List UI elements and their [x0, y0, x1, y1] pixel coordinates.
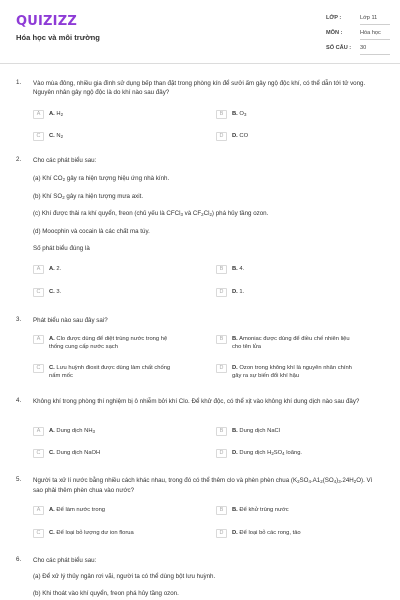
- grade-value: Lớp 11: [360, 15, 378, 21]
- question-number: 2.: [16, 156, 22, 163]
- question-number: 3.: [16, 316, 22, 323]
- option-label: C. Lưu huỳnh đioxit được dùng làm chất chống nấm mốc: [49, 365, 171, 379]
- option-letter: D: [216, 132, 227, 141]
- option-letter: B: [216, 427, 227, 436]
- option-letter: A: [33, 265, 44, 274]
- option-label: C. 3.: [49, 289, 62, 295]
- option-label: A. Để làm nước trong: [49, 507, 106, 513]
- option-label: D. Ozon trong không khí là nguyên nhân chính gây ra sự biến đổi khí hậu: [232, 365, 352, 379]
- worksheet-header: [0, 0, 400, 64]
- statement-d: (d) Moocphin và cocain là các chất ma túy.: [33, 228, 150, 235]
- subject-label: MÔN :: [326, 30, 343, 36]
- subject-underline: [360, 39, 390, 40]
- option-letter: B: [216, 265, 227, 274]
- option-label: A. $H_2$: [49, 111, 64, 117]
- option-letter: C: [33, 132, 44, 141]
- option-label: A. 2.: [49, 266, 62, 272]
- option-letter: C: [33, 529, 44, 538]
- count-underline: [360, 54, 390, 55]
- option-label: C. Dung dịch NaOH: [49, 450, 101, 456]
- statement-a: (a) Để xử lý thủy ngân rơi vãi, người ta có thể dùng bột lưu huỳnh.: [33, 573, 216, 580]
- option-label: C. $N_2$: [49, 133, 64, 139]
- statement-b: (b) Khi thoát vào khí quyển, freon phá hủy tầng ozon.: [33, 590, 179, 597]
- option-label: C. Để loại bỏ lượng dư ion florua: [49, 530, 134, 536]
- question-number: 1.: [16, 79, 22, 86]
- count-value: 30: [360, 45, 367, 51]
- option-letter: B: [216, 110, 227, 119]
- option-letter: D: [216, 364, 227, 373]
- count-label: SỐ CÂU :: [326, 45, 352, 51]
- option-letter: A: [33, 506, 44, 515]
- option-letter: B: [216, 506, 227, 515]
- option-letter: C: [33, 449, 44, 458]
- grade-underline: [360, 24, 390, 25]
- option-label: D. Dung dịch $H_2SO_4$ loãng.: [232, 450, 303, 456]
- question-text: Phát biểu nào sau đây sai?: [33, 317, 108, 324]
- quizizz-logo: QUIZIZZ: [16, 14, 77, 29]
- question-prompt: Số phát biểu đúng là: [33, 245, 90, 252]
- option-label: B. Để khử trùng nước: [232, 507, 289, 513]
- question-text: Cho các phát biểu sau:: [33, 557, 97, 564]
- question-text: Vào mùa đông, nhiều gia đình sử dụng bếp than đặt trong phòng kín để sưởi ấm gây ngộ độc khí, có thể dẫn tới tử vong. Nguyên nhân gây ngộ độc là do khí nào sau đây?: [33, 80, 366, 97]
- statement-a: (a) Khí $CO_2$ gây ra hiện tượng hiệu ứng nhà kính.: [33, 175, 170, 182]
- option-letter: A: [33, 110, 44, 119]
- option-label: D. Để loại bỏ các rong, tảo: [232, 530, 301, 536]
- option-label: B. 4.: [232, 266, 245, 272]
- question-number: 4.: [16, 397, 22, 404]
- option-letter: D: [216, 288, 227, 297]
- question-number: 5.: [16, 476, 22, 483]
- option-letter: A: [33, 427, 44, 436]
- option-label: D. 1.: [232, 289, 245, 295]
- statement-c: (c) Khí được thải ra khí quyển, freon (chủ yếu là CFCl$_3$ và $CF_2Cl_2$) phá hủy tầng ozon.: [33, 210, 269, 217]
- option-label: B. $O_3$: [232, 111, 247, 117]
- option-label: A. Clo được dùng để diệt trùng nước trong hệ thống cung cấp nước sạch: [49, 336, 168, 350]
- subject-value: Hóa học: [360, 30, 381, 36]
- option-letter: D: [216, 529, 227, 538]
- option-label: B. Amoniac được dùng để điều chế nhiên liệu cho tên lửa: [232, 336, 350, 350]
- question-text: Không khí trong phòng thí nghiệm bị ô nhiễm bởi khí Clo. Để khử độc, có thể xịt vào không khí dung dịch nào sau đây?: [33, 398, 360, 405]
- option-letter: B: [216, 335, 227, 344]
- option-label: D. CO: [232, 133, 249, 139]
- question-text: Cho các phát biểu sau:: [33, 157, 97, 164]
- question-number: 6.: [16, 556, 22, 563]
- statement-b: (b) Khí $SO_2$ gây ra hiện tượng mưa axit.: [33, 193, 144, 200]
- worksheet-title: Hóa học và môi trường: [16, 33, 100, 42]
- option-letter: C: [33, 364, 44, 373]
- option-letter: A: [33, 335, 44, 344]
- option-label: B. Dung dịch NaCl: [232, 428, 281, 434]
- option-letter: D: [216, 449, 227, 458]
- option-label: A. Dung dịch $NH_3$: [49, 428, 95, 434]
- grade-label: LỚP :: [326, 15, 342, 21]
- option-letter: C: [33, 288, 44, 297]
- question-text: Người ta xử lí nước bằng nhiều cách khác nhau, trong đó có thể thêm clo và phèn phèn chua $(K_2SO_4.A1_2(SO_4)_3.24H_2O)$. Vì sao phải thêm phèn chua vào nước?: [33, 477, 373, 495]
